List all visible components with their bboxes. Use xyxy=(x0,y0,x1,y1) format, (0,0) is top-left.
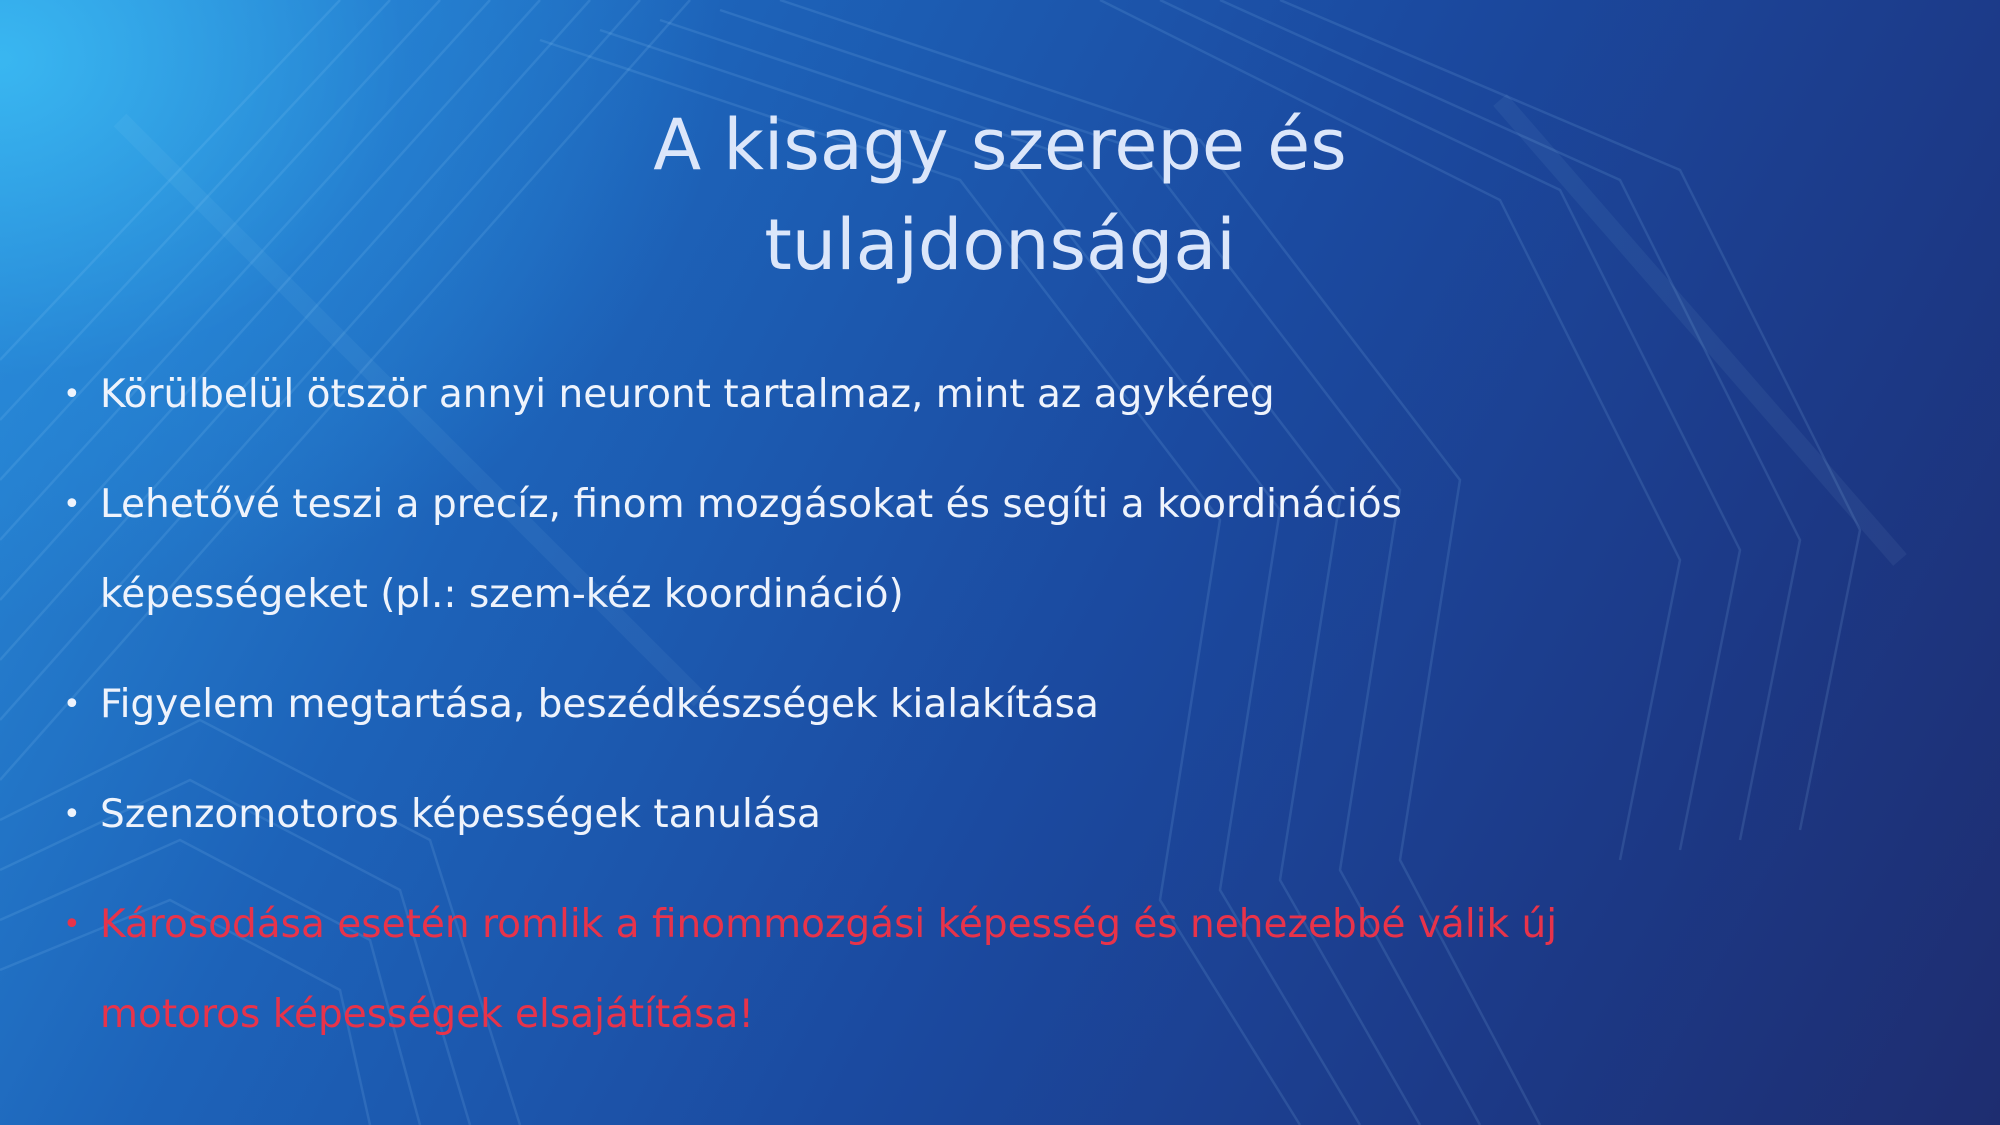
bullet-text-warning: Károsodása esetén romlik a finommozgási képesség és nehezebbé válik új motoros képességek elsajátítása! xyxy=(100,902,1558,1037)
bullet-item xyxy=(55,660,1615,750)
bullet-dot-icon: • xyxy=(63,377,81,412)
bullet-text: Szenzomotoros képességek tanulása xyxy=(100,792,821,837)
bullet-list xyxy=(55,350,1615,1080)
bullet-dot-icon: • xyxy=(63,487,81,522)
bullet-text: Figyelem megtartása, beszédkészségek kialakítása xyxy=(100,682,1099,727)
bullet-item xyxy=(55,770,1615,860)
bullet-item-warning xyxy=(55,880,1615,1060)
bullet-item xyxy=(55,350,1615,440)
bullet-text: Körülbelül ötször annyi neuront tartalmaz, mint az agykéreg xyxy=(100,372,1275,417)
bullet-text: Lehetővé teszi a precíz, finom mozgásokat és segíti a koordinációs képességeket (pl.: szem-kéz koordináció) xyxy=(100,482,1402,617)
bullet-item xyxy=(55,460,1615,640)
bullet-dot-icon: • xyxy=(63,687,81,722)
title-line-2: tulajdonságai xyxy=(764,203,1236,286)
bullet-dot-icon: • xyxy=(63,797,81,832)
title-line-1: A kisagy szerepe és xyxy=(653,103,1347,186)
slide-title xyxy=(500,95,1500,295)
bullet-dot-icon: • xyxy=(63,907,81,942)
